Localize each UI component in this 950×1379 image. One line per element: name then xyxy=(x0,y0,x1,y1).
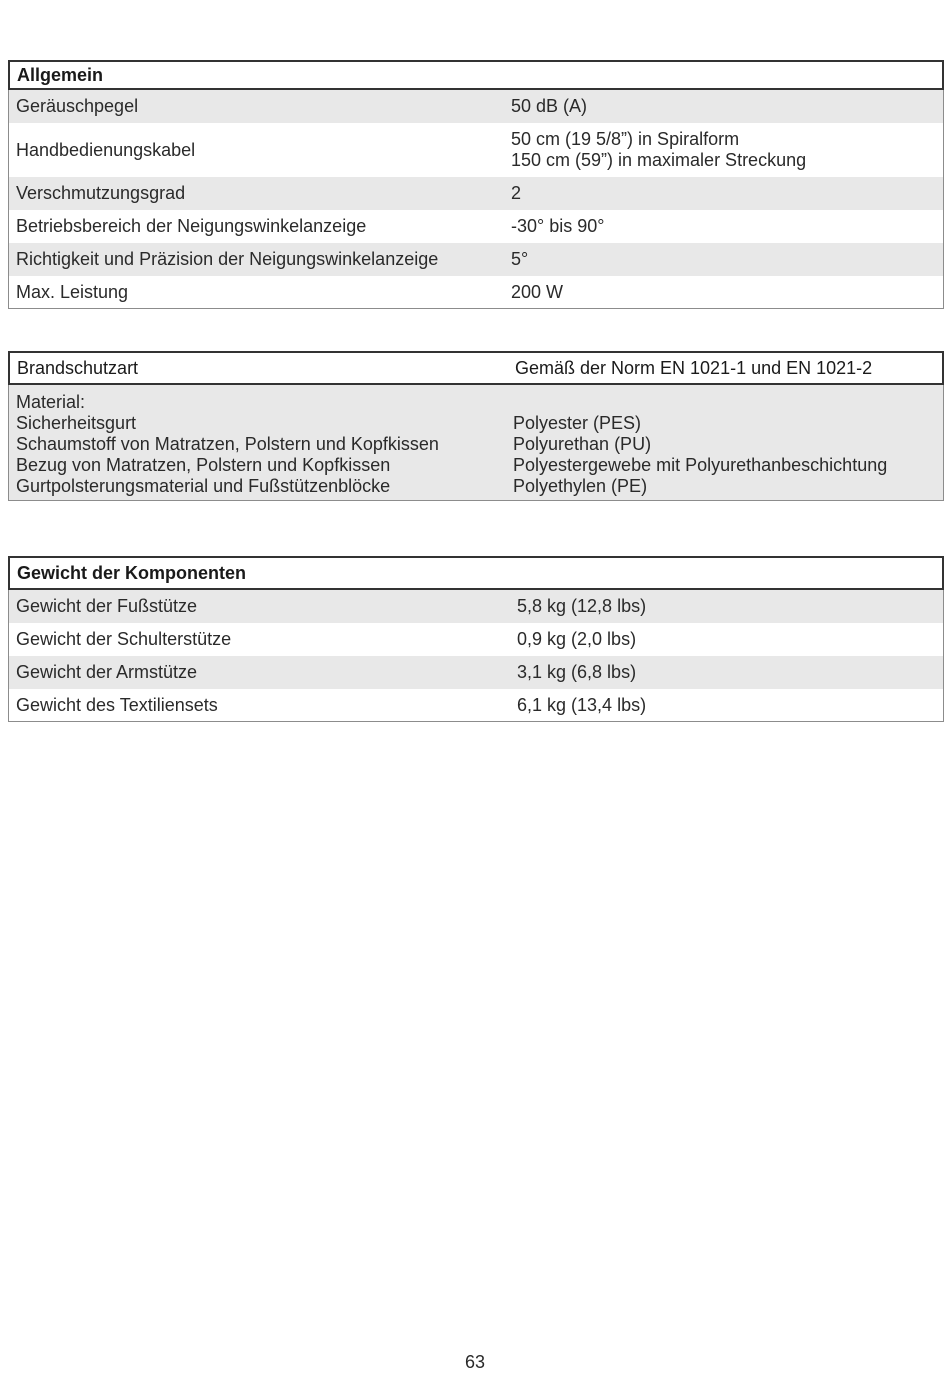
row-value: 5° xyxy=(511,249,529,269)
table-row xyxy=(9,689,943,721)
row-value: 3,1 kg (6,8 lbs) xyxy=(517,662,637,682)
row-label: Handbedienungskabel xyxy=(16,139,196,160)
row-value: 50 cm (19 5/8”) in Spiralform 150 cm (59”) in maximaler Streckung xyxy=(511,129,807,170)
fire-protection-header xyxy=(8,351,944,385)
row-value: 50 dB (A) xyxy=(511,96,588,116)
fire-protection-value: Gemäß der Norm EN 1021-1 und EN 1021-2 xyxy=(515,357,873,378)
row-label: Verschmutzungsgrad xyxy=(16,183,186,203)
table-row xyxy=(9,276,943,308)
material-label: Sicherheitsgurt xyxy=(16,413,137,433)
row-value: 2 xyxy=(511,183,522,203)
row-value: -30° bis 90° xyxy=(511,216,605,236)
row-label: Gewicht des Textiliensets xyxy=(16,694,218,715)
material-value: Polyester (PES) xyxy=(513,413,642,433)
table-row xyxy=(9,623,943,656)
table-row xyxy=(9,243,943,276)
table-row xyxy=(9,123,943,177)
material-label: Schaumstoff von Matratzen, Polstern und Kopfkissen xyxy=(16,434,439,454)
row-label: Richtigkeit und Präzision der Neigungswinkelanzeige xyxy=(16,249,439,269)
table-row xyxy=(9,590,943,623)
material-value: Polyethylen (PE) xyxy=(513,476,648,496)
weights-table-header: Gewicht der Komponenten xyxy=(8,556,944,590)
table-row xyxy=(9,656,943,689)
fire-protection-table xyxy=(8,351,944,501)
material-label: Bezug von Matratzen, Polstern und Kopfkissen xyxy=(16,455,391,475)
row-label: Gewicht der Schulterstütze xyxy=(16,629,232,649)
general-table xyxy=(8,60,944,309)
material-title: Material: xyxy=(16,392,86,412)
row-label: Gewicht der Fußstütze xyxy=(16,596,198,616)
weights-table xyxy=(8,556,944,722)
table-row xyxy=(9,90,943,123)
table-row xyxy=(9,210,943,243)
row-label: Betriebsbereich der Neigungswinkelanzeige xyxy=(16,216,367,236)
row-value: 5,8 kg (12,8 lbs) xyxy=(517,596,647,616)
materials-labels xyxy=(9,392,511,497)
general-table-header: Allgemein xyxy=(8,60,944,90)
material-label: Gurtpolsterungsmaterial und Fußstützenblöcke xyxy=(16,476,391,496)
material-value: Polyestergewebe mit Polyurethanbeschichtung xyxy=(513,455,888,475)
row-value: 0,9 kg (2,0 lbs) xyxy=(517,629,637,649)
page-number: 63 xyxy=(464,1352,486,1372)
row-label: Geräuschpegel xyxy=(16,96,139,116)
materials-row xyxy=(9,385,943,500)
fire-protection-label: Brandschutzart xyxy=(17,357,139,378)
materials-values xyxy=(511,392,943,497)
table-row xyxy=(9,177,943,210)
row-value: 6,1 kg (13,4 lbs) xyxy=(517,694,647,715)
material-value: Polyurethan (PU) xyxy=(513,434,652,454)
row-label: Gewicht der Armstütze xyxy=(16,662,198,682)
row-value: 200 W xyxy=(511,281,564,302)
row-label: Max. Leistung xyxy=(16,281,129,302)
